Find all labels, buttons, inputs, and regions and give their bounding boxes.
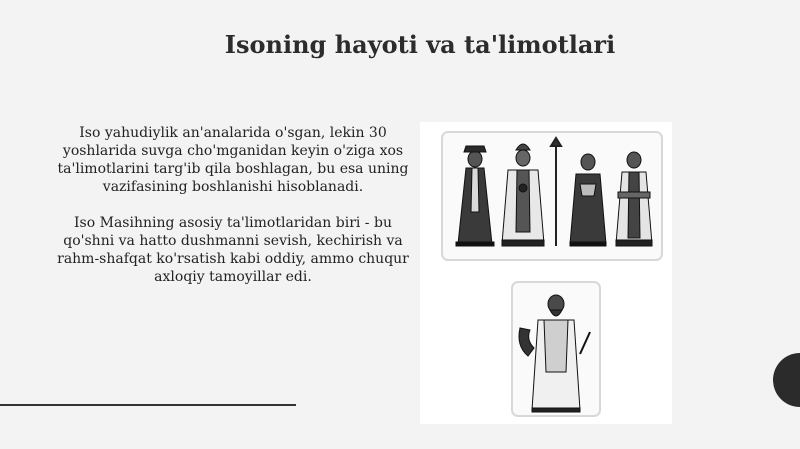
body-text [50,124,416,304]
saints-illustration [420,122,672,424]
next-slide-button[interactable] [773,353,800,407]
paragraph-2: Iso Masihning asosiy ta'limotlaridan biri - bu qo'shni va hatto dushmanni sevish, kechirish va rahm-shafqat ko'rsatish kabi oddiy, ammo chuqur axloqiy tamoyillar edi. [57,215,409,285]
title-underline [0,404,296,406]
paragraph-1: Iso yahudiylik an'analarida o'sgan, lekin 30 yoshlarida suvga cho'mganidan keyin o'ziga xos ta'limotlarini targ'ib qila boshlagan, bu esa uning vazifasining boshlanishi hisoblanadi. [57,125,409,195]
page-title: Isoning hayoti va ta'limotlari [224,30,616,59]
